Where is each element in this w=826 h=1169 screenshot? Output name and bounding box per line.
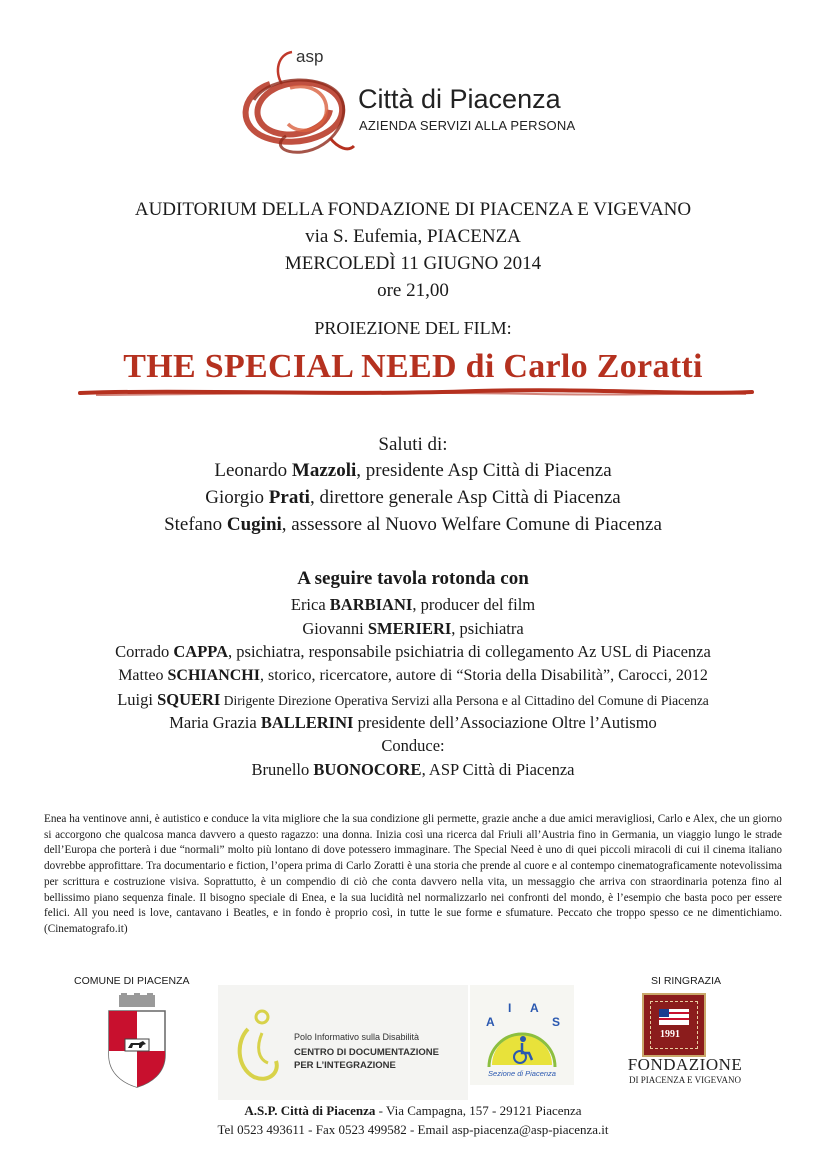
film-title: THE SPECIAL NEED di Carlo Zoratti [123, 348, 703, 385]
org-subtitle: AZIENDA SERVIZI ALLA PERSONA [359, 118, 576, 133]
asp-text: asp [296, 47, 324, 66]
first-name: Stefano [164, 514, 227, 535]
venue-line-1: AUDITORIUM DELLA FONDAZIONE DI PIACENZA E VIGEVANO [134, 199, 692, 220]
screening-label: PROIEZIONE DEL FILM: [314, 318, 512, 338]
role: , psichiatra [451, 619, 524, 638]
footer-org: A.S.P. Città di Piacenza [244, 1103, 376, 1118]
last-name: CAPPA [173, 642, 229, 661]
conduce-label: Conduce: [381, 736, 445, 755]
greeting-cugini [0, 512, 826, 537]
polo-logo [218, 985, 468, 1100]
panelist-cappa [0, 640, 826, 663]
role: , storico, ricercatore, autore di “Storia della Disabilità”, Carocci, 2012 [259, 667, 708, 684]
aias-letter-1: A [486, 1015, 495, 1029]
first-name: Erica [290, 595, 330, 614]
footer-contacts: Tel 0523 493611 - Fax 0523 499582 - Email asp-piacenza@asp-piacenza.it [217, 1122, 609, 1137]
polo-figure-icon [228, 1007, 288, 1087]
moderator [0, 758, 826, 781]
fondazione-name: FONDAZIONE [627, 1055, 743, 1074]
role: , producer del film [412, 595, 536, 614]
venue-line-2: via S. Eufemia, PIACENZA [305, 226, 521, 247]
role: , ASP Città di Piacenza [421, 760, 575, 779]
first-name: Giovanni [302, 619, 368, 638]
role: , psichiatra, responsabile psichiatria di collegamento Az USL di Piacenza [228, 642, 711, 661]
aias-logo [470, 985, 574, 1085]
first-name: Brunello [251, 760, 314, 779]
panelist-ballerini [0, 711, 826, 734]
last-name: BALLERINI [260, 713, 354, 732]
greeting-prati [0, 485, 826, 510]
last-name: SCHIANCHI [167, 667, 260, 684]
panelist-barbiani [0, 593, 826, 616]
first-name: Matteo [118, 667, 168, 684]
last-name: Cugini [226, 514, 282, 535]
role: , assessore al Nuovo Welfare Comune di Piacenza [281, 514, 662, 535]
comune-crest-icon [105, 993, 169, 1089]
role: , presidente Asp Città di Piacenza [356, 460, 612, 481]
polo-line-2: CENTRO DI DOCUMENTAZIONE [294, 1047, 439, 1058]
footer-street: - Via Campagna, 157 - 29121 Piacenza [375, 1103, 582, 1118]
venue-date: MERCOLEDÌ 11 GIUGNO 2014 [284, 253, 542, 274]
panelist-smerieri [0, 617, 826, 640]
first-name: Giorgio [205, 487, 269, 508]
roundtable-heading: A seguire tavola rotonda con [297, 568, 529, 589]
fondazione-subtitle: DI PIACENZA E VIGEVANO [629, 1075, 741, 1085]
fondazione-year: 1991 [660, 1029, 680, 1040]
aias-sun-icon [487, 1027, 557, 1067]
last-name: Prati [268, 487, 310, 508]
first-name: Leonardo [214, 460, 292, 481]
last-name: SQUERI [157, 690, 221, 709]
role: , direttore generale Asp Città di Piacenza [309, 487, 621, 508]
aias-letter-2: I [508, 1001, 512, 1015]
fondazione-flag-icon [659, 1009, 689, 1025]
last-name: SMERIERI [367, 619, 452, 638]
polo-line-1: Polo Informativo sulla Disabilità [294, 1032, 420, 1042]
greetings-heading: Saluti di: [378, 434, 448, 455]
asp-logo [230, 44, 610, 162]
panelist-schianchi [0, 664, 826, 687]
aias-letter-3: A [530, 1001, 539, 1015]
first-name: Maria Grazia [169, 713, 261, 732]
venue-time: ore 21,00 [377, 280, 449, 301]
fondazione-logo [610, 993, 760, 1088]
last-name: BARBIANI [329, 595, 413, 614]
aias-letter-4: S [552, 1015, 561, 1029]
fondazione-emblem [642, 993, 706, 1057]
title-underline [76, 386, 756, 400]
greeting-mazzoli [0, 458, 826, 483]
first-name: Luigi [117, 690, 158, 709]
footer-address [0, 1103, 826, 1119]
comune-label: COMUNE DI PIACENZA [74, 975, 190, 987]
last-name: Mazzoli [291, 460, 357, 481]
first-name: Corrado [115, 642, 174, 661]
thanks-label: SI RINGRAZIA [651, 975, 722, 987]
panelist-squeri [0, 688, 826, 712]
role: Dirigente Direzione Operativa Servizi alla Persona e al Cittadino del Comune di Piacenza [220, 693, 709, 708]
aias-subtitle: Sezione di Piacenza [488, 1069, 556, 1078]
last-name: BUONOCORE [313, 760, 422, 779]
org-name: Città di Piacenza [358, 84, 561, 114]
role: presidente dell’Associazione Oltre l’Autismo [353, 713, 657, 732]
film-description: Enea ha ventinove anni, è autistico e conduce la vita migliore che la sua condizione gli permette, grazie anche a due amici meravigliosi, Carlo e Alex, che un giorno si accorgono che qualcosa manca davvero a questo ragazzo: una donna. Inizia così una ricerca dal Friuli all’Austria fino in Germania, un viaggio lungo le strade dell’Europa che porterà i due “normali” molto più lontano di dove potessero immaginare. The Special Need è uno di quei piccoli miracoli di cui il cinema italiano dovrebbe approfittare. Tra documentario e fiction, l’opera prima di Carlo Zoratti è una storia che prende al cuore e al contempo cinematograficamente notevolissima per scrittura e costruzione visiva. Soprattutto, è un compendio di ciò che conta davvero nella vita, un messaggio che arriva con straordinaria potenza fino al bellissimo piano sequenza finale. Il bisogno speciale di Enea, e la sua lucidità nel normalizzarlo nei confronti del mondo, è l’esempio che basta poco per essere felici. All you need is love, cantavano i Beatles, e in fondo è proprio così, in tutte le sue forme e sfumature. Peccato che troppo spesso ce ne dimentichiamo. (Cinematografo.it) [44, 813, 782, 935]
polo-line-3: PER L’INTEGRAZIONE [294, 1060, 396, 1071]
